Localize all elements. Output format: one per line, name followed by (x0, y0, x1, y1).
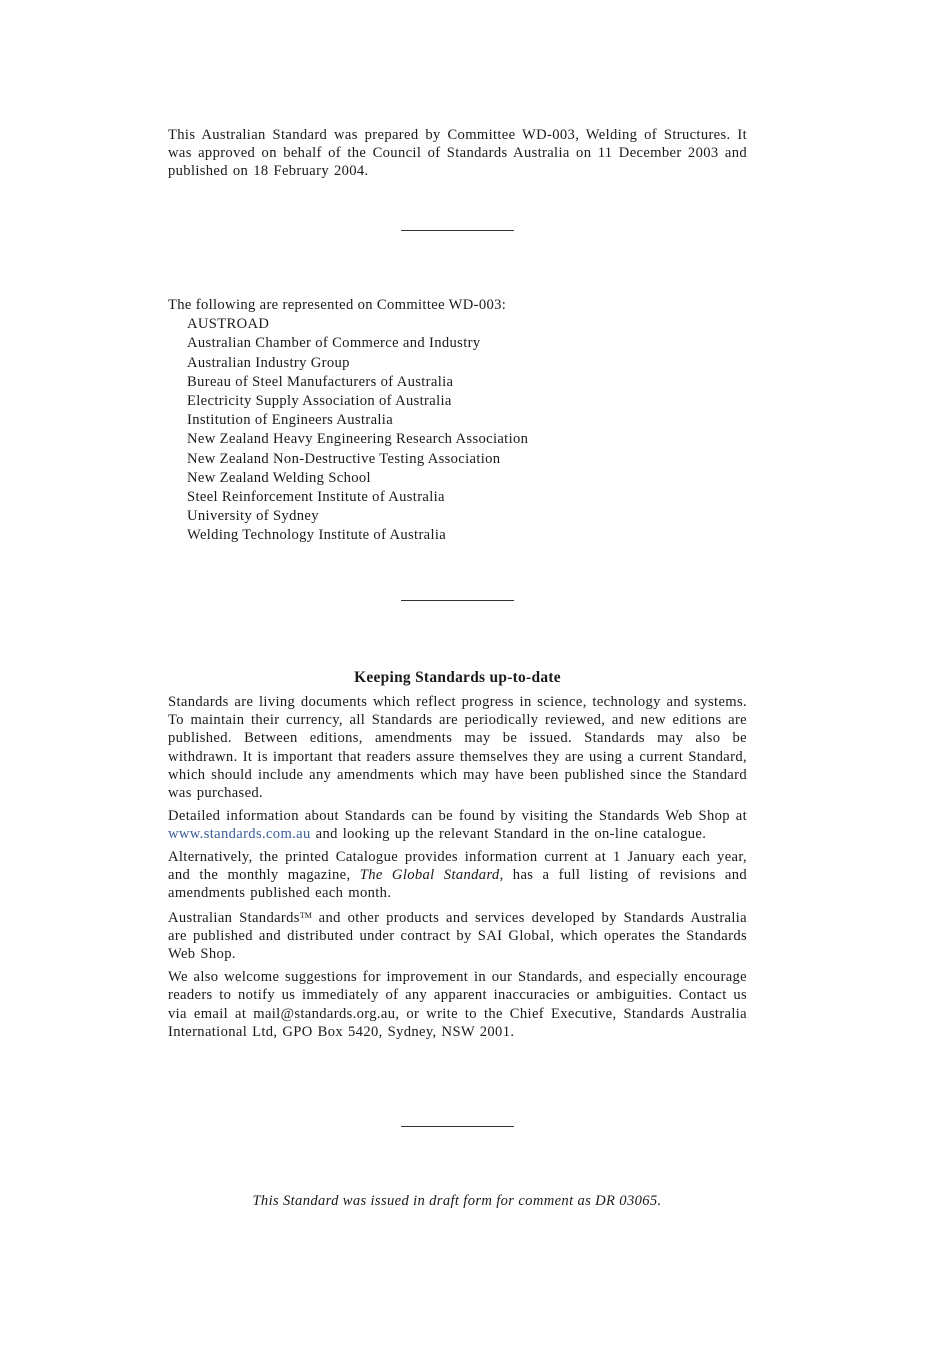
paragraph-text: Detailed information about Standards can be found by visiting the Standards Web Shop at (168, 807, 747, 824)
paragraph-text: and other products and services developed by Standards Australia are published and distributed under contract by SAI Global, which operates the Standards Web Shop. (168, 910, 747, 963)
divider-rule (401, 230, 514, 231)
paragraph-text: Australian Standards (168, 910, 300, 927)
paragraph-text: Alternatively, the printed Catalogue provides information current at 1 January each year, and the monthly magazine, (168, 848, 747, 884)
committee-member: Electricity Supply Association of Australia (187, 393, 452, 410)
paragraph-text: and looking up the relevant Standard in the on-line catalogue. (310, 826, 707, 843)
paragraph-sai-global (168, 907, 747, 964)
committee-member: Welding Technology Institute of Australia (187, 527, 447, 544)
committee-member-list (168, 315, 747, 545)
committee-member: Steel Reinforcement Institute of Australia (187, 489, 445, 506)
preamble-paragraph: This Australian Standard was prepared by Committee WD-003, Welding of Structures. It was approved on behalf of the Council of Standards Australia on 11 December 2003 and published on 18 February 2004. (168, 127, 747, 180)
committee-member: New Zealand Heavy Engineering Research Association (187, 431, 529, 448)
paragraph-catalogue (168, 848, 747, 903)
committee-member: New Zealand Non-Destructive Testing Association (187, 450, 501, 467)
committee-member: University of Sydney (187, 508, 319, 525)
paragraph-living-documents: Standards are living documents which reflect progress in science, technology and systems. To maintain their currency, all Standards are periodically reviewed, and new editions are published. Between editions, amendments may be issued. Standards may also be withdrawn. It is important that readers assure themselves they are using a current Standard, which should include any amendments which may have been published since the Standard was purchased. (168, 694, 747, 802)
divider-rule (401, 1126, 514, 1127)
committee-intro: The following are represented on Committee WD-003: (168, 297, 507, 313)
trademark-mark: TM (299, 911, 312, 921)
paragraph-suggestions: We also welcome suggestions for improvement in our Standards, and especially encourage readers to notify us immediately of any apparent inaccuracies or ambiguities. Contact us via email at mail@standards.org.au, or write to the Chief Executive, Standards Australia International Ltd, GPO Box 5420, Sydney, NSW 2001. (168, 969, 747, 1040)
committee-member: Institution of Engineers Australia (187, 412, 394, 429)
divider-rule (401, 600, 514, 601)
committee-member: AUSTROAD (187, 316, 270, 333)
publication-title: The Global Standard (359, 867, 500, 884)
committee-member: Australian Industry Group (187, 354, 350, 371)
section-heading: Keeping Standards up-to-date (354, 669, 561, 686)
draft-note: This Standard was issued in draft form for comment as DR 03065. (252, 1193, 662, 1209)
paragraph-web-shop (168, 807, 747, 843)
committee-member: Bureau of Steel Manufacturers of Australia (187, 373, 454, 390)
committee-section (168, 296, 747, 546)
standards-website-link[interactable]: www.standards.com.au (168, 826, 311, 843)
keeping-up-to-date-body (168, 693, 747, 1046)
paragraph-text: , has a full listing of revisions and amendments published each month. (168, 867, 747, 902)
committee-member: New Zealand Welding School (187, 469, 371, 486)
committee-member: Australian Chamber of Commerce and Industry (187, 335, 481, 352)
